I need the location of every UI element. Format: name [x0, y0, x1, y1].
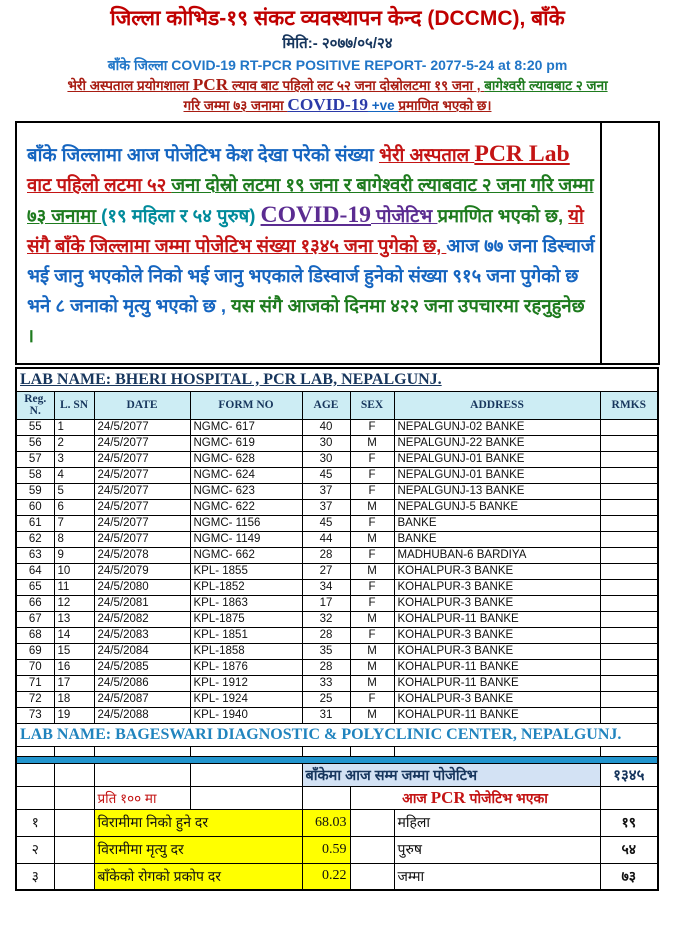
- cell-rmks: [600, 483, 658, 499]
- cell-rmks: [600, 547, 658, 563]
- cell-address: KOHALPUR-3 BANKE: [394, 643, 600, 659]
- stats-body: [16, 809, 658, 890]
- summary-paragraph: [17, 123, 600, 363]
- blue-band-row: [16, 756, 658, 763]
- cell-date: 24/5/2088: [94, 707, 190, 723]
- cell-form-no: NGMC- 623: [190, 483, 302, 499]
- cell-age: 33: [302, 675, 350, 691]
- empty-cell: [394, 746, 600, 756]
- cell-age: 25: [302, 691, 350, 707]
- cell-address: NEPALGUNJ-5 BANKE: [394, 499, 600, 515]
- text-segment: PCR Lab: [474, 141, 570, 167]
- cell-form-no: KPL-1875: [190, 611, 302, 627]
- nepali-date-line: मिति:- २०७७/०५/२४: [282, 35, 393, 52]
- report-title-line: बाँके जिल्ला COVID-19 RT-PCR POSITIVE REPORT- 2077-5-24 at 8:20 pm: [107, 57, 568, 73]
- table-row: [16, 547, 658, 563]
- cell-date: 24/5/2077: [94, 531, 190, 547]
- cell-age: 45: [302, 515, 350, 531]
- cell-l-sn: 7: [54, 515, 94, 531]
- cell-rmks: [600, 467, 658, 483]
- cell-rmks: [600, 675, 658, 691]
- table-row: [16, 659, 658, 675]
- cell-l-sn: 19: [54, 707, 94, 723]
- cell-date: 24/5/2077: [94, 499, 190, 515]
- empty-cell: [54, 863, 94, 890]
- cell-reg-n: 73: [16, 707, 54, 723]
- cell-age: 35: [302, 643, 350, 659]
- cell-reg-n: 62: [16, 531, 54, 547]
- per-100-row: [16, 786, 658, 809]
- cell-date: 24/5/2086: [94, 675, 190, 691]
- cell-address: MADHUBAN-6 BARDIYA: [394, 547, 600, 563]
- cell-form-no: KPL- 1855: [190, 563, 302, 579]
- page-title: जिल्ला कोभिड-१९ संकट व्यवस्थापन केन्द (DCCMC), बाँके: [110, 7, 565, 30]
- stat-category: पुरुष: [394, 836, 600, 863]
- cell-l-sn: 16: [54, 659, 94, 675]
- cell-form-no: KPL- 1851: [190, 627, 302, 643]
- cell-age: 30: [302, 451, 350, 467]
- cell-date: 24/5/2077: [94, 483, 190, 499]
- cell-sex: F: [350, 627, 394, 643]
- empty-cell: [190, 786, 302, 809]
- cell-date: 24/5/2077: [94, 515, 190, 531]
- cell-age: 37: [302, 483, 350, 499]
- cell-l-sn: 8: [54, 531, 94, 547]
- cell-age: 17: [302, 595, 350, 611]
- cell-sex: F: [350, 419, 394, 435]
- cell-sex: F: [350, 691, 394, 707]
- cell-sex: F: [350, 467, 394, 483]
- cell-l-sn: 5: [54, 483, 94, 499]
- cell-rmks: [600, 659, 658, 675]
- totals-row: [16, 763, 658, 786]
- stat-value: 0.22: [302, 863, 350, 890]
- cell-address: NEPALGUNJ-02 BANKE: [394, 419, 600, 435]
- empty-cell: [54, 786, 94, 809]
- cell-l-sn: 17: [54, 675, 94, 691]
- cell-rmks: [600, 643, 658, 659]
- cell-date: 24/5/2077: [94, 467, 190, 483]
- stat-label: बाँकेको रोगको प्रकोप दर: [94, 863, 302, 890]
- stat-count: ७३: [600, 863, 658, 890]
- cell-form-no: KPL- 1924: [190, 691, 302, 707]
- cell-date: 24/5/2081: [94, 595, 190, 611]
- cell-rmks: [600, 611, 658, 627]
- cell-l-sn: 12: [54, 595, 94, 611]
- cell-form-no: NGMC- 628: [190, 451, 302, 467]
- cell-reg-n: 71: [16, 675, 54, 691]
- cell-address: KOHALPUR-11 BANKE: [394, 659, 600, 675]
- text-segment: ल्याव बाट पहिलो लट ५२ जना दोस्रोलटमा १९ जना ,: [228, 78, 485, 93]
- column-header: L. SN: [54, 391, 94, 419]
- cell-date: 24/5/2077: [94, 451, 190, 467]
- subtitle-line-1: [0, 75, 675, 95]
- cell-reg-n: 60: [16, 499, 54, 515]
- cell-rmks: [600, 627, 658, 643]
- cell-form-no: KPL-1858: [190, 643, 302, 659]
- cell-sex: M: [350, 499, 394, 515]
- stat-count: ५४: [600, 836, 658, 863]
- table-row: [16, 691, 658, 707]
- per-100-label: प्रति १०० मा: [94, 786, 190, 809]
- column-header: ADDRESS: [394, 391, 600, 419]
- cell-sex: M: [350, 563, 394, 579]
- cell-form-no: NGMC- 617: [190, 419, 302, 435]
- cell-date: 24/5/2082: [94, 611, 190, 627]
- cell-form-no: NGMC- 619: [190, 435, 302, 451]
- cell-sex: M: [350, 531, 394, 547]
- cell-l-sn: 4: [54, 467, 94, 483]
- stat-category: महिला: [394, 809, 600, 836]
- cell-address: KOHALPUR-3 BANKE: [394, 691, 600, 707]
- cell-l-sn: 18: [54, 691, 94, 707]
- cell-address: NEPALGUNJ-22 BANKE: [394, 435, 600, 451]
- cell-form-no: NGMC- 622: [190, 499, 302, 515]
- stats-row: [16, 836, 658, 863]
- total-positive-value: १३४५: [600, 763, 658, 786]
- lab2-name: LAB NAME: BAGESWARI DIAGNOSTIC & POLYCLINIC CENTER, NEPALGUNJ.: [16, 723, 658, 746]
- table-header-row: [16, 391, 658, 419]
- cell-date: 24/5/2083: [94, 627, 190, 643]
- empty-cell: [94, 746, 190, 756]
- stat-serial: ३: [16, 863, 54, 890]
- cell-age: 40: [302, 419, 350, 435]
- cell-date: 24/5/2084: [94, 643, 190, 659]
- cell-l-sn: 14: [54, 627, 94, 643]
- table-row: [16, 419, 658, 435]
- text-segment: गरि जम्मा ७३ जनामा: [183, 98, 288, 113]
- cell-age: 28: [302, 627, 350, 643]
- today-pcr-positive-header: [350, 786, 600, 809]
- cell-l-sn: 2: [54, 435, 94, 451]
- cell-reg-n: 66: [16, 595, 54, 611]
- total-positive-label: बाँकेमा आज सम्म जम्मा पोजेटिभ: [302, 763, 600, 786]
- cell-age: 44: [302, 531, 350, 547]
- cell-date: 24/5/2077: [94, 419, 190, 435]
- cell-rmks: [600, 595, 658, 611]
- cell-reg-n: 56: [16, 435, 54, 451]
- cell-address: KOHALPUR-3 BANKE: [394, 595, 600, 611]
- cell-date: 24/5/2077: [94, 435, 190, 451]
- table-row: [16, 499, 658, 515]
- cell-reg-n: 72: [16, 691, 54, 707]
- cell-sex: M: [350, 435, 394, 451]
- stat-value: 0.59: [302, 836, 350, 863]
- cell-form-no: NGMC- 1149: [190, 531, 302, 547]
- table-row: [16, 611, 658, 627]
- cell-form-no: NGMC- 662: [190, 547, 302, 563]
- cell-reg-n: 57: [16, 451, 54, 467]
- text-segment: प्रमाणित भएको छ।: [398, 98, 492, 113]
- empty-cell: [350, 809, 394, 836]
- stat-value: 68.03: [302, 809, 350, 836]
- cell-sex: M: [350, 611, 394, 627]
- text-segment: बागेश्वरी ल्यावबाट २ जना: [484, 78, 608, 93]
- cell-reg-n: 68: [16, 627, 54, 643]
- column-header: SEX: [350, 391, 394, 419]
- cell-form-no: KPL- 1912: [190, 675, 302, 691]
- table-row: [16, 643, 658, 659]
- table-row: [16, 627, 658, 643]
- cell-reg-n: 55: [16, 419, 54, 435]
- cell-age: 45: [302, 467, 350, 483]
- lab1-name-row: [16, 368, 658, 391]
- cell-reg-n: 59: [16, 483, 54, 499]
- empty-cell: [350, 746, 394, 756]
- cell-rmks: [600, 515, 658, 531]
- cell-rmks: [600, 579, 658, 595]
- cell-sex: M: [350, 643, 394, 659]
- cell-age: 32: [302, 611, 350, 627]
- text-segment: COVID-19: [287, 95, 368, 114]
- lab2-name-row: [16, 723, 658, 746]
- cell-rmks: [600, 531, 658, 547]
- cell-sex: F: [350, 595, 394, 611]
- text-segment: बाँके जिल्लामा आज पोजेटिभ केश देखा परेको संख्या: [27, 144, 379, 165]
- text-segment: पोजेटिभ: [371, 205, 438, 226]
- text-segment: यस संगै आजको दिनमा ४२२ जना उपचारमा रहनुहुनेछ ।: [27, 295, 585, 346]
- cell-reg-n: 65: [16, 579, 54, 595]
- cell-form-no: NGMC- 1156: [190, 515, 302, 531]
- cell-rmks: [600, 419, 658, 435]
- cell-address: BANKE: [394, 515, 600, 531]
- cell-sex: M: [350, 675, 394, 691]
- cell-age: 30: [302, 435, 350, 451]
- table-row: [16, 467, 658, 483]
- table-row: [16, 595, 658, 611]
- cell-age: 37: [302, 499, 350, 515]
- cell-sex: F: [350, 579, 394, 595]
- cell-reg-n: 61: [16, 515, 54, 531]
- text-segment: +ve: [367, 98, 399, 113]
- table-row: [16, 563, 658, 579]
- stat-serial: २: [16, 836, 54, 863]
- text-segment: आज ७७ जना डिस्चार्ज भई जानु भएकोले निको भई जानु भएकाले डिस्वार्ज हुनेको संख्या ९१५ जना पुगेको छ भने ८ जनाको मृत्यु भएको छ ,: [27, 235, 595, 316]
- cell-rmks: [600, 563, 658, 579]
- cell-sex: F: [350, 451, 394, 467]
- stat-serial: १: [16, 809, 54, 836]
- cell-rmks: [600, 691, 658, 707]
- summary-box-side-column: [600, 123, 658, 363]
- empty-cell: [302, 786, 350, 809]
- cell-age: 34: [302, 579, 350, 595]
- cell-address: KOHALPUR-11 BANKE: [394, 611, 600, 627]
- text-segment: भेरी अस्पताल: [378, 144, 475, 165]
- empty-cell: [54, 763, 94, 786]
- spacer-row: [16, 746, 658, 756]
- cell-address: NEPALGUNJ-01 BANKE: [394, 467, 600, 483]
- text-segment: COVID-19: [260, 202, 371, 228]
- empty-cell: [350, 836, 394, 863]
- cell-address: KOHALPUR-11 BANKE: [394, 675, 600, 691]
- cell-form-no: KPL- 1876: [190, 659, 302, 675]
- lab1-name: LAB NAME: BHERI HOSPITAL , PCR LAB, NEPALGUNJ.: [16, 368, 658, 391]
- cell-l-sn: 10: [54, 563, 94, 579]
- text-segment: जना दोस्रो लटमा १९ जना र बागेश्वरी ल्याबवाट २ जना गरि जम्मा ७३ जनामा: [27, 174, 594, 226]
- cell-rmks: [600, 435, 658, 451]
- lab-results-table: [15, 367, 659, 891]
- cell-address: NEPALGUNJ-13 BANKE: [394, 483, 600, 499]
- text-segment: पोजेटिभ भएका: [465, 789, 548, 806]
- empty-cell: [190, 746, 302, 756]
- text-segment: आज: [402, 789, 431, 806]
- cell-rmks: [600, 707, 658, 723]
- subtitle-line-2: [0, 95, 675, 115]
- cell-sex: F: [350, 515, 394, 531]
- cell-address: KOHALPUR-3 BANKE: [394, 563, 600, 579]
- lab-table-body: [16, 419, 658, 723]
- cell-address: KOHALPUR-3 BANKE: [394, 579, 600, 595]
- text-segment: प्रमाणित भएको छ,: [437, 205, 569, 226]
- cell-sex: M: [350, 659, 394, 675]
- cell-date: 24/5/2087: [94, 691, 190, 707]
- cell-age: 28: [302, 659, 350, 675]
- empty-cell: [54, 746, 94, 756]
- empty-cell: [302, 746, 350, 756]
- stats-row: [16, 809, 658, 836]
- cell-rmks: [600, 451, 658, 467]
- column-header: Reg. N.: [16, 391, 54, 419]
- cell-l-sn: 3: [54, 451, 94, 467]
- stat-count: १९: [600, 809, 658, 836]
- table-row: [16, 435, 658, 451]
- cell-address: KOHALPUR-3 BANKE: [394, 627, 600, 643]
- empty-cell: [94, 763, 190, 786]
- summary-box: [15, 121, 660, 365]
- cell-reg-n: 58: [16, 467, 54, 483]
- cell-date: 24/5/2085: [94, 659, 190, 675]
- column-header: RMKS: [600, 391, 658, 419]
- empty-cell: [600, 786, 658, 809]
- table-row: [16, 515, 658, 531]
- empty-cell: [190, 763, 302, 786]
- cell-age: 27: [302, 563, 350, 579]
- blue-band: [16, 756, 658, 763]
- cell-form-no: KPL- 1940: [190, 707, 302, 723]
- cell-form-no: NGMC- 624: [190, 467, 302, 483]
- table-row: [16, 531, 658, 547]
- cell-l-sn: 6: [54, 499, 94, 515]
- report-header: [0, 0, 675, 115]
- cell-l-sn: 13: [54, 611, 94, 627]
- text-segment: (१९ महिला र ५४ पुरुष): [101, 205, 261, 226]
- text-segment: PCR: [430, 787, 466, 807]
- cell-date: 24/5/2078: [94, 547, 190, 563]
- cell-reg-n: 70: [16, 659, 54, 675]
- text-segment: यो संगै बाँके जिल्लामा जम्मा पोजेटिभ संख्या १३४५ जना पुगेको छ,: [27, 205, 584, 256]
- empty-cell: [600, 746, 658, 756]
- table-row: [16, 675, 658, 691]
- column-header: FORM NO: [190, 391, 302, 419]
- empty-cell: [54, 809, 94, 836]
- cell-reg-n: 63: [16, 547, 54, 563]
- cell-form-no: KPL- 1863: [190, 595, 302, 611]
- stat-label: विरामीमा मृत्यु दर: [94, 836, 302, 863]
- empty-cell: [16, 746, 54, 756]
- table-row: [16, 579, 658, 595]
- table-row: [16, 483, 658, 499]
- cell-l-sn: 9: [54, 547, 94, 563]
- cell-age: 31: [302, 707, 350, 723]
- cell-sex: F: [350, 483, 394, 499]
- cell-sex: M: [350, 707, 394, 723]
- column-header: AGE: [302, 391, 350, 419]
- cell-reg-n: 69: [16, 643, 54, 659]
- empty-cell: [16, 786, 54, 809]
- stats-row: [16, 863, 658, 890]
- text-segment: भेरी अस्पताल प्रयोगशाला: [67, 78, 193, 93]
- cell-l-sn: 15: [54, 643, 94, 659]
- cell-form-no: KPL-1852: [190, 579, 302, 595]
- cell-reg-n: 67: [16, 611, 54, 627]
- column-header: DATE: [94, 391, 190, 419]
- cell-address: KOHALPUR-11 BANKE: [394, 707, 600, 723]
- cell-date: 24/5/2079: [94, 563, 190, 579]
- cell-rmks: [600, 499, 658, 515]
- text-segment: PCR: [192, 75, 229, 94]
- stat-label: विरामीमा निको हुने दर: [94, 809, 302, 836]
- table-row: [16, 707, 658, 723]
- cell-date: 24/5/2080: [94, 579, 190, 595]
- cell-sex: F: [350, 547, 394, 563]
- stat-category: जम्मा: [394, 863, 600, 890]
- empty-cell: [350, 863, 394, 890]
- cell-address: BANKE: [394, 531, 600, 547]
- cell-age: 28: [302, 547, 350, 563]
- table-row: [16, 451, 658, 467]
- cell-address: NEPALGUNJ-01 BANKE: [394, 451, 600, 467]
- cell-l-sn: 1: [54, 419, 94, 435]
- cell-reg-n: 64: [16, 563, 54, 579]
- empty-cell: [54, 836, 94, 863]
- text-segment: वाट पहिलो लटमा ५२: [27, 174, 172, 195]
- cell-l-sn: 11: [54, 579, 94, 595]
- empty-cell: [16, 763, 54, 786]
